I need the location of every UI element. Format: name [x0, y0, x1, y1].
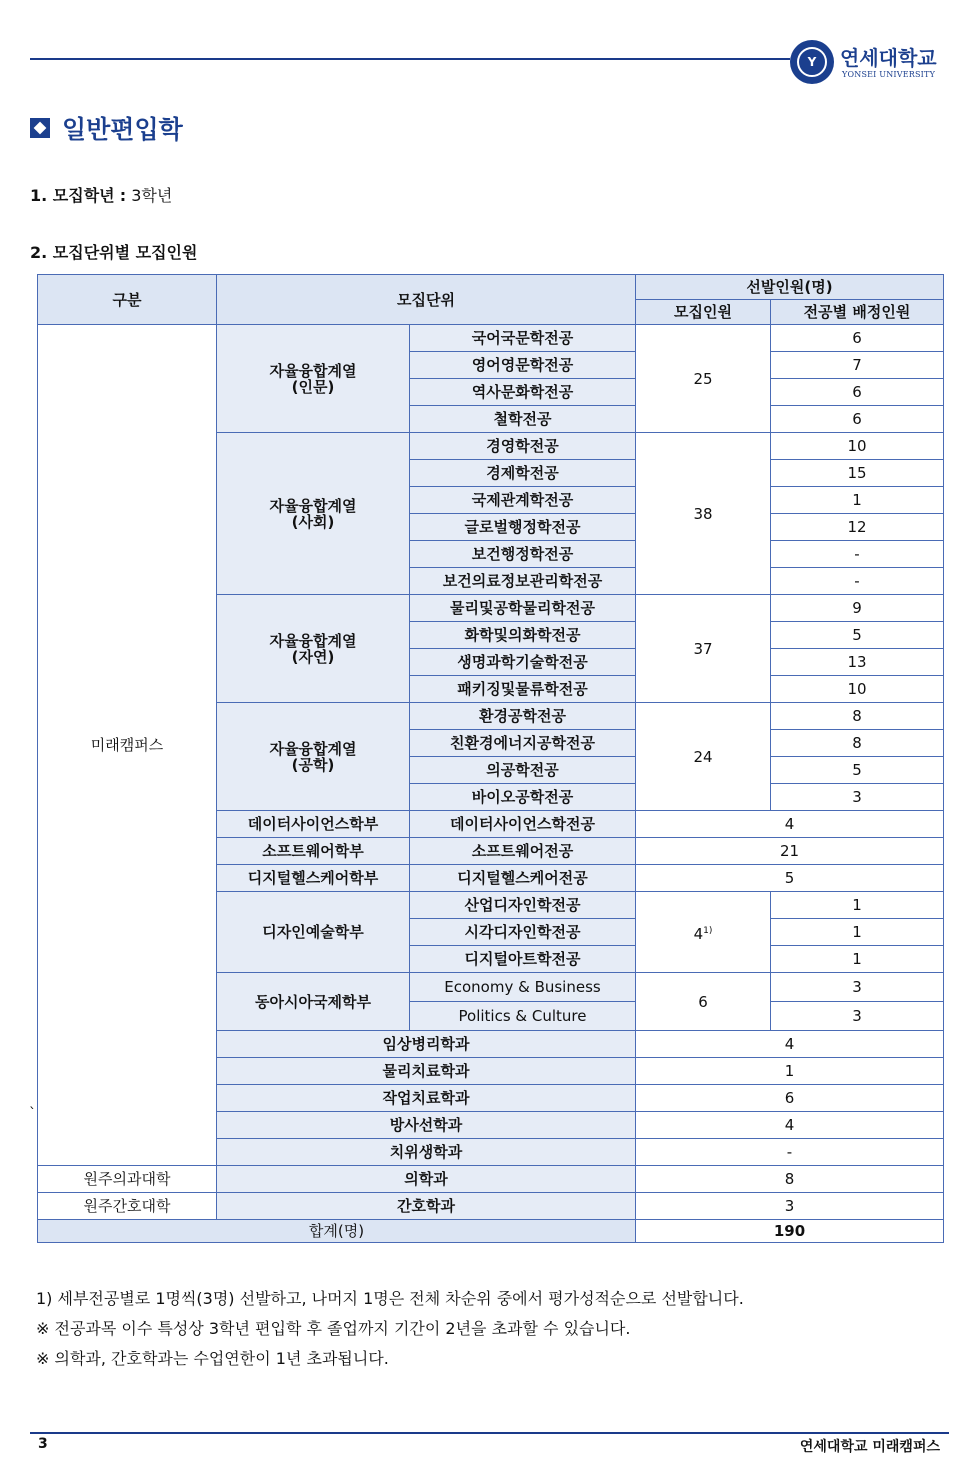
- major-name: 친환경에너지공학전공: [410, 730, 636, 757]
- major-name: 역사문화학전공: [410, 379, 636, 406]
- recruit-grade-value: 3학년: [131, 186, 173, 205]
- group-name: 자율융합계열 (사회): [217, 433, 410, 595]
- recruit-count: 5: [636, 865, 944, 892]
- total-label: 합계(명): [38, 1220, 636, 1243]
- major-name: Economy & Business: [410, 973, 636, 1002]
- recruit-count: 4: [636, 1112, 944, 1139]
- recruit-by-unit-heading: 2. 모집단위별 모집인원: [30, 243, 198, 262]
- major-alloc: 3: [771, 784, 944, 811]
- page-number: 3: [38, 1436, 48, 1452]
- major-name: 철학전공: [410, 406, 636, 433]
- major-name: 보건의료정보관리학전공: [410, 568, 636, 595]
- notes: [36, 1284, 744, 1374]
- campus-mirae: 미래캠퍼스: [38, 325, 217, 1166]
- major-alloc: 12: [771, 514, 944, 541]
- major-name: 글로벌행정학전공: [410, 514, 636, 541]
- group-name: 자율융합계열 (자연): [217, 595, 410, 703]
- major-alloc: 3: [771, 1002, 944, 1031]
- major-alloc: 6: [771, 379, 944, 406]
- major-name: 경제학전공: [410, 460, 636, 487]
- major-alloc: 8: [771, 703, 944, 730]
- group-total: 25: [636, 325, 771, 433]
- major-name: 디지털헬스케어전공: [410, 865, 636, 892]
- major-alloc: 8: [771, 730, 944, 757]
- major-name: 영어영문학전공: [410, 352, 636, 379]
- group-total: 37: [636, 595, 771, 703]
- major-name: 환경공학전공: [410, 703, 636, 730]
- table-row: [38, 325, 944, 352]
- major-alloc: 6: [771, 325, 944, 352]
- header-unit: 모집단위: [217, 275, 636, 325]
- major-name: 패키징및물류학전공: [410, 676, 636, 703]
- major-name: 소프트웨어전공: [410, 838, 636, 865]
- major-alloc: 1: [771, 892, 944, 919]
- total-row: [38, 1220, 944, 1243]
- recruit-count: 4: [636, 811, 944, 838]
- footer-rule: [30, 1432, 949, 1434]
- group-name: 자율융합계열 (인문): [217, 325, 410, 433]
- major-name: 화학및의화학전공: [410, 622, 636, 649]
- university-seal-icon: Y: [790, 40, 834, 84]
- logo-korean: 연세대학교: [840, 46, 937, 70]
- major-name: 디지털아트학전공: [410, 946, 636, 973]
- table-row: [38, 1166, 944, 1193]
- table-header-row: [38, 275, 944, 300]
- diamond-box-icon: [30, 118, 50, 138]
- header-select: 선발인원(명): [636, 275, 944, 300]
- section-title-text: 일반편입학: [62, 115, 183, 144]
- major-alloc: 1: [771, 919, 944, 946]
- note-1: 1) 세부전공별로 1명씩(3명) 선발하고, 나머지 1명은 전체 차순위 중에서 평가성적순으로 선발합니다.: [36, 1289, 744, 1308]
- major-alloc: 3: [771, 973, 944, 1002]
- logo-english: YONSEI UNIVERSITY: [842, 70, 936, 79]
- recruit-grade: [30, 183, 172, 206]
- major-alloc: 1: [771, 946, 944, 973]
- major-alloc: 15: [771, 460, 944, 487]
- group-total: 6: [636, 973, 771, 1031]
- header-recruit: 모집인원: [636, 300, 771, 325]
- group-total: [636, 892, 771, 973]
- yonsei-logo: [790, 38, 950, 86]
- dept-name: 소프트웨어학부: [217, 838, 410, 865]
- major-name: 산업디자인학전공: [410, 892, 636, 919]
- major-alloc: 1: [771, 487, 944, 514]
- total-value: 190: [636, 1220, 944, 1243]
- major-name: Politics & Culture: [410, 1002, 636, 1031]
- recruit-count: 4: [636, 1031, 944, 1058]
- recruit-count: 21: [636, 838, 944, 865]
- dept-name: 동아시아국제학부: [217, 973, 410, 1031]
- major-name: 보건행정학전공: [410, 541, 636, 568]
- major-alloc: 5: [771, 622, 944, 649]
- major-name: 생명과학기술학전공: [410, 649, 636, 676]
- group-name: 자율융합계열 (공학): [217, 703, 410, 811]
- dept-name: 작업치료학과: [217, 1085, 636, 1112]
- footer-text: 연세대학교 미래캠퍼스: [799, 1439, 940, 1455]
- dept-name: 방사선학과: [217, 1112, 636, 1139]
- major-alloc: 7: [771, 352, 944, 379]
- major-alloc: 6: [771, 406, 944, 433]
- major-name: 의공학전공: [410, 757, 636, 784]
- group-total-value: 4: [693, 924, 704, 943]
- major-alloc: 9: [771, 595, 944, 622]
- dept-name: 물리치료학과: [217, 1058, 636, 1085]
- note-2: ※ 전공과목 이수 특성상 3학년 편입학 후 졸업까지 기간이 2년을 초과할 수 있습니다.: [36, 1319, 631, 1338]
- group-total: 24: [636, 703, 771, 811]
- dept-name: 임상병리학과: [217, 1031, 636, 1058]
- recruit-count: -: [636, 1139, 944, 1166]
- recruit-grade-label: 1. 모집학년: [30, 186, 115, 205]
- major-name: 경영학전공: [410, 433, 636, 460]
- header-rule: [30, 58, 790, 60]
- table-row: [38, 1193, 944, 1220]
- stray-mark: `: [29, 1106, 36, 1122]
- major-alloc: 10: [771, 676, 944, 703]
- recruitment-table: [37, 274, 944, 1243]
- major-alloc: -: [771, 568, 944, 595]
- recruit-count: 6: [636, 1085, 944, 1112]
- major-alloc: 13: [771, 649, 944, 676]
- major-alloc: -: [771, 541, 944, 568]
- header-major-alloc: 전공별 배정인원: [771, 300, 944, 325]
- major-name: 물리및공학물리학전공: [410, 595, 636, 622]
- major-name: 국제관계학전공: [410, 487, 636, 514]
- dept-name: 데이터사이언스학부: [217, 811, 410, 838]
- recruit-grade-sep: :: [119, 186, 127, 205]
- recruit-count: 3: [636, 1193, 944, 1220]
- major-name: 시각디자인학전공: [410, 919, 636, 946]
- footnote-ref: 1): [703, 925, 713, 936]
- dept-name: 디자인예술학부: [217, 892, 410, 973]
- major-name: 바이오공학전공: [410, 784, 636, 811]
- note-3: ※ 의학과, 간호학과는 수업연한이 1년 초과됩니다.: [36, 1349, 389, 1368]
- dept-name: 간호학과: [217, 1193, 636, 1220]
- dept-name: 치위생학과: [217, 1139, 636, 1166]
- section-title: [30, 110, 183, 146]
- recruit-count: 1: [636, 1058, 944, 1085]
- major-alloc: 10: [771, 433, 944, 460]
- major-alloc: 5: [771, 757, 944, 784]
- college-name: 원주간호대학: [38, 1193, 217, 1220]
- dept-name: 디지털헬스케어학부: [217, 865, 410, 892]
- group-total: 38: [636, 433, 771, 595]
- major-name: 국어국문학전공: [410, 325, 636, 352]
- major-name: 데이터사이언스학전공: [410, 811, 636, 838]
- header-gubun: 구분: [38, 275, 217, 325]
- dept-name: 의학과: [217, 1166, 636, 1193]
- recruit-count: 8: [636, 1166, 944, 1193]
- college-name: 원주의과대학: [38, 1166, 217, 1193]
